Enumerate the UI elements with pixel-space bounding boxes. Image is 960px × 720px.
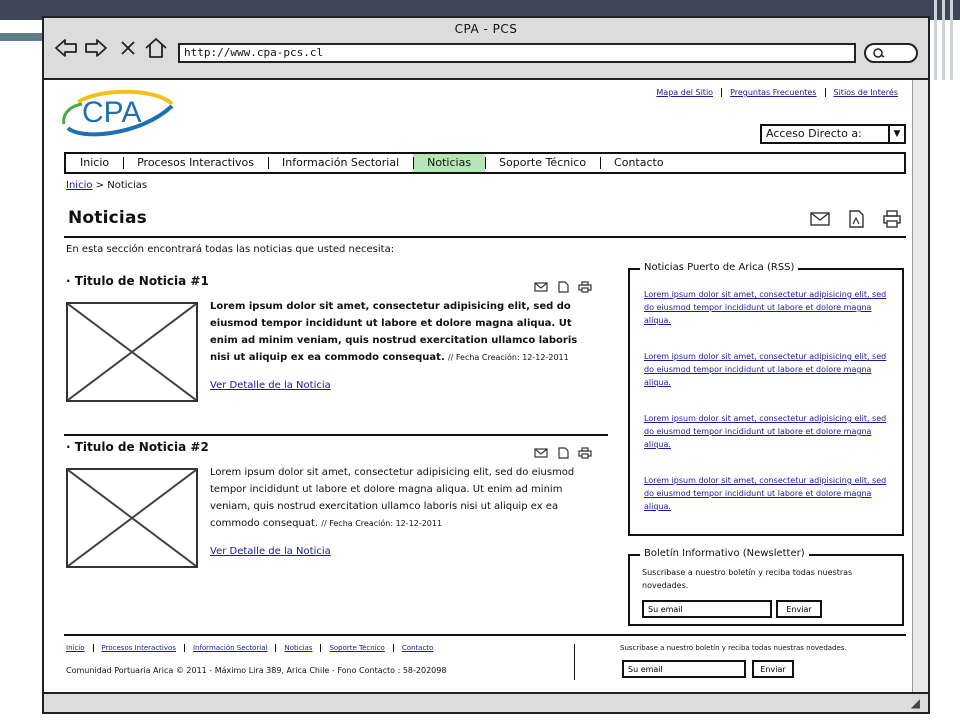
news-title-text: Titulo de Noticia #2	[74, 440, 209, 454]
rss-item[interactable]: Lorem ipsum dolor sit amet, consectetur adipisicing elit, sed do eiusmod tempor incididunt ut labore et dolore magna aliqua.	[644, 352, 887, 387]
breadcrumb-separator: >	[95, 180, 105, 191]
rss-item[interactable]: Lorem ipsum dolor sit amet, consectetur adipisicing elit, sed do eiusmod tempor incididunt ut labore et dolore magna aliqua.	[644, 414, 887, 449]
search-icon[interactable]	[872, 46, 886, 63]
page-title: Noticias	[68, 208, 147, 228]
top-link-faq[interactable]: Preguntas Frecuentes	[721, 88, 824, 97]
window-title: CPA - PCS	[454, 22, 518, 36]
newsletter-email-input[interactable]	[642, 600, 772, 618]
news-title-text: Titulo de Noticia #1	[74, 274, 209, 288]
slide-accent-bar	[0, 33, 42, 41]
news-detail-link[interactable]: Ver Detalle de la Noticia	[210, 380, 331, 391]
news-title	[66, 274, 209, 288]
menu-item-informacion[interactable]: Información Sectorial	[268, 154, 413, 172]
browser-titlebar	[44, 18, 928, 80]
url-bar[interactable]: http://www.cpa-pcs.cl	[178, 43, 856, 63]
footer-link-inicio[interactable]: Inicio	[66, 644, 85, 652]
footer-link-noticias[interactable]: Noticias	[275, 644, 320, 652]
news-item	[64, 274, 608, 424]
top-links	[648, 88, 906, 97]
footer-submit-button[interactable]: Enviar	[752, 660, 794, 678]
close-icon[interactable]	[116, 36, 140, 60]
newsletter-text: Suscribase a nuestro boletín y reciba todas nuestras novedades.	[642, 568, 853, 590]
newsletter-box	[628, 548, 904, 626]
breadcrumb-current: Noticias	[107, 180, 148, 191]
quick-access-select[interactable]	[760, 124, 906, 144]
pdf-icon[interactable]	[846, 210, 866, 228]
rss-item[interactable]: Lorem ipsum dolor sit amet, consectetur adipisicing elit, sed do eiusmod tempor incididunt ut labore et dolore magna aliqua.	[644, 290, 887, 325]
pdf-icon[interactable]	[556, 278, 570, 290]
footer-divider	[64, 634, 906, 636]
news-image-placeholder	[66, 468, 198, 568]
resize-grip-icon[interactable]: ◢	[910, 696, 920, 710]
news-detail-link[interactable]: Ver Detalle de la Noticia	[210, 546, 331, 557]
menu-item-soporte[interactable]: Soporte Técnico	[485, 154, 600, 172]
footer-link-informacion[interactable]: Información Sectorial	[184, 644, 276, 652]
browser-window	[42, 16, 930, 714]
top-link-site-map[interactable]: Mapa del Sitio	[656, 88, 714, 97]
news-divider	[64, 434, 608, 436]
news-bullet: ·	[66, 440, 71, 454]
breadcrumb-home-link[interactable]: Inicio	[66, 180, 93, 191]
cpa-logo[interactable]	[60, 84, 180, 142]
menu-item-inicio[interactable]: Inicio	[80, 156, 110, 169]
news-body	[210, 464, 588, 532]
news-actions	[534, 444, 592, 456]
dropdown-triangle-icon[interactable]: ▼	[888, 126, 904, 142]
newsletter-submit-button[interactable]: Enviar	[776, 600, 822, 618]
news-item	[64, 440, 608, 590]
home-icon[interactable]	[144, 36, 168, 60]
news-body-text: Lorem ipsum dolor sit amet, consectetur adipisicing elit, sed do eiusmod tempor incididunt ut labore et dolore magna aliqua. Ut enim ad minim veniam, quis nostrud exercitation ullamco laboris nisi ut aliquip ex ea commodo consequat.	[210, 467, 575, 529]
slide-edge-line	[934, 0, 937, 80]
browser-statusbar	[44, 692, 928, 712]
pdf-icon[interactable]	[556, 444, 570, 456]
main-menu	[64, 152, 906, 174]
footer-link-contacto[interactable]: Contacto	[393, 644, 442, 652]
footer-links	[64, 644, 441, 652]
browser-search-field[interactable]	[864, 43, 918, 63]
news-title	[66, 440, 209, 454]
news-actions	[534, 278, 592, 290]
quick-access-label: Acceso Directo a:	[766, 127, 862, 140]
footer-vertical-divider	[574, 644, 575, 680]
news-date: // Fecha Creación: 12-12-2011	[447, 353, 569, 362]
page-actions	[810, 210, 902, 228]
title-divider	[64, 236, 906, 238]
footer-copyright: Comunidad Portuaria Arica © 2011 - Máximo Lira 389, Arica Chile - Fono Contacto : 58-202098	[66, 666, 447, 675]
breadcrumb	[66, 180, 147, 191]
print-icon[interactable]	[578, 444, 592, 456]
logo-text: CPA	[82, 96, 142, 129]
print-icon[interactable]	[882, 210, 902, 228]
news-bullet: ·	[66, 274, 71, 288]
news-date: // Fecha Creación: 12-12-2011	[321, 519, 443, 528]
back-arrow-icon[interactable]	[54, 36, 78, 60]
rss-box	[628, 262, 904, 536]
news-body	[210, 298, 588, 366]
footer-email-input[interactable]	[622, 660, 746, 678]
slide-edge-line	[942, 0, 945, 80]
footer-subscribe-text: Suscribase a nuestro boletín y reciba todas nuestras novedades.	[620, 644, 847, 652]
vertical-scrollbar[interactable]	[912, 80, 928, 692]
top-link-sites[interactable]: Sitios de Interés	[825, 88, 907, 97]
menu-item-contacto[interactable]: Contacto	[600, 154, 678, 172]
rss-box-title: Noticias Puerto de Arica (RSS)	[640, 262, 798, 273]
forward-arrow-icon[interactable]	[84, 36, 108, 60]
menu-item-noticias[interactable]: Noticias	[413, 154, 485, 172]
email-icon[interactable]	[810, 210, 830, 228]
web-page	[44, 82, 912, 690]
footer-link-procesos[interactable]: Procesos Interactivos	[93, 644, 184, 652]
news-body-text: Lorem ipsum dolor sit amet, consectetur adipisicing elit, sed do eiusmod tempor incididunt ut labore et dolore magna aliqua. Ut enim ad minim veniam, quis nostrud exercitation ullamco laboris nisi ut aliquip ex ea commodo consequat.	[210, 301, 578, 363]
slide-edge-line	[950, 0, 953, 80]
print-icon[interactable]	[578, 278, 592, 290]
email-icon[interactable]	[534, 444, 548, 456]
email-icon[interactable]	[534, 278, 548, 290]
footer-link-soporte[interactable]: Soporte Técnico	[320, 644, 392, 652]
news-image-placeholder	[66, 302, 198, 402]
rss-item[interactable]: Lorem ipsum dolor sit amet, consectetur adipisicing elit, sed do eiusmod tempor incididunt ut labore et dolore magna aliqua.	[644, 476, 887, 511]
menu-item-procesos[interactable]: Procesos Interactivos	[123, 154, 268, 172]
page-intro: En esta sección encontrará todas las noticias que usted necesita:	[66, 244, 395, 255]
newsletter-title: Boletín Informativo (Newsletter)	[640, 548, 809, 559]
